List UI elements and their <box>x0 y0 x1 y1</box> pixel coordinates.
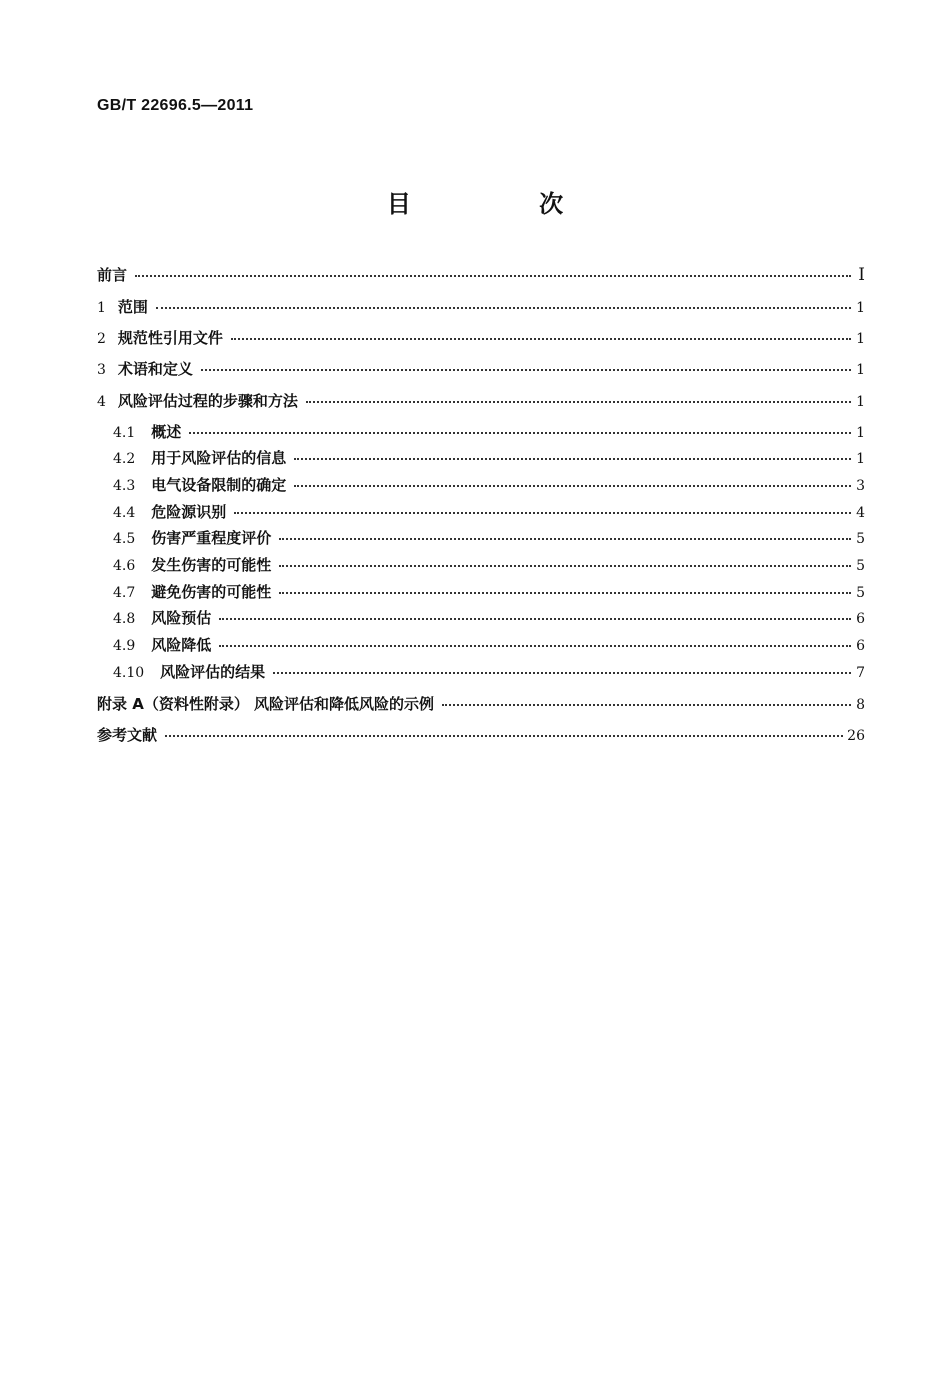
toc-entry-number: 2 <box>97 331 106 347</box>
toc-entry-number: 1 <box>97 300 106 316</box>
toc-entry-label: 风险降低 <box>151 636 212 654</box>
toc-dot-leader <box>156 297 851 312</box>
toc-entry-page: 7 <box>856 665 865 681</box>
toc-entry-label: 附录 A（资料性附录） 风险评估和降低风险的示例 <box>97 695 435 713</box>
toc-entry-number: 4.3 <box>113 478 136 494</box>
toc-entry-label: 电气设备限制的确定 <box>151 476 287 494</box>
toc-entry[interactable] <box>97 264 865 285</box>
toc-entry[interactable] <box>97 474 865 495</box>
toc-entry-number: 4.10 <box>113 665 145 681</box>
toc-entry[interactable] <box>97 661 865 682</box>
toc-dot-leader <box>234 502 851 517</box>
toc-entry-label: 规范性引用文件 <box>117 329 223 347</box>
toc-entry-page: 4 <box>856 505 865 521</box>
toc-entry-label: 危险源识别 <box>151 503 227 521</box>
toc-entry-number: 4.9 <box>113 638 136 654</box>
toc-entry-number: 4.6 <box>113 558 136 574</box>
toc-dot-leader <box>279 528 851 543</box>
toc-entry-number: 4.7 <box>113 585 136 601</box>
toc-dot-leader <box>135 265 851 280</box>
toc-dot-leader <box>189 422 851 437</box>
toc-entry-label: 风险评估的结果 <box>160 663 266 681</box>
toc-entry[interactable] <box>97 693 865 714</box>
toc-entry-page: 1 <box>856 394 865 410</box>
document-id: GB/T 22696.5—2011 <box>97 97 254 114</box>
toc-dot-leader <box>219 635 851 650</box>
toc-entry-page: 3 <box>856 478 865 494</box>
toc-dot-leader <box>165 725 843 740</box>
toc-entry[interactable] <box>97 554 865 575</box>
toc-entry-page: 26 <box>847 728 865 744</box>
toc-entry-page: 1 <box>856 362 865 378</box>
toc-entry-page: 5 <box>856 585 865 601</box>
toc-entry-page: 5 <box>856 558 865 574</box>
toc-entry[interactable] <box>97 607 865 628</box>
toc-entry-number: 3 <box>97 362 106 378</box>
toc-entry-label: 参考文献 <box>97 726 158 744</box>
toc-entry-label: 避免伤害的可能性 <box>151 583 272 601</box>
toc-entry[interactable] <box>97 447 865 468</box>
toc-entry[interactable] <box>97 327 865 348</box>
toc-entry[interactable] <box>97 421 865 442</box>
toc-dot-leader <box>294 448 851 463</box>
toc-entry-page: Ⅰ <box>858 265 865 285</box>
toc-entry-label: 风险预估 <box>151 609 212 627</box>
toc-entry-label: 伤害严重程度评价 <box>151 529 272 547</box>
toc-entry-page: 1 <box>856 331 865 347</box>
toc-entry-page: 1 <box>856 425 865 441</box>
toc-entry-page: 1 <box>856 300 865 316</box>
toc-entry[interactable] <box>97 501 865 522</box>
toc-dot-leader <box>279 555 851 570</box>
toc-entry-label: 概述 <box>151 423 182 441</box>
toc-entry[interactable] <box>97 390 865 411</box>
toc-entry[interactable] <box>97 724 865 745</box>
toc-entry-page: 6 <box>856 638 865 654</box>
toc-entry-label: 范围 <box>117 298 148 316</box>
toc-entry-number: 4.5 <box>113 531 136 547</box>
toc-entry[interactable] <box>97 358 865 379</box>
toc-entry[interactable] <box>97 296 865 317</box>
toc-dot-leader <box>279 582 851 597</box>
toc-entry-number: 4.4 <box>113 505 136 521</box>
toc-entry-number: 4 <box>97 394 106 410</box>
toc-entry-label: 前言 <box>97 266 128 284</box>
toc-title: 目 次 <box>386 190 624 218</box>
toc-dot-leader <box>294 475 851 490</box>
toc-entry-number: 4.2 <box>113 451 136 467</box>
toc-dot-leader <box>442 694 851 709</box>
toc-dot-leader <box>201 359 851 374</box>
toc-dot-leader <box>306 391 851 406</box>
toc-entry-number: 4.8 <box>113 611 136 627</box>
toc-entry[interactable] <box>97 527 865 548</box>
toc-entry-label: 术语和定义 <box>117 360 193 378</box>
toc-entry-page: 1 <box>856 451 865 467</box>
toc-entry-label: 风险评估过程的步骤和方法 <box>117 392 298 410</box>
toc-dot-leader <box>273 662 851 677</box>
toc-entry-number: 4.1 <box>113 425 136 441</box>
toc-entry[interactable] <box>97 634 865 655</box>
toc-entry-page: 8 <box>856 697 865 713</box>
toc-entry-page: 5 <box>856 531 865 547</box>
toc-entry-page: 6 <box>856 611 865 627</box>
toc-entry[interactable] <box>97 581 865 602</box>
toc-entry-label: 用于风险评估的信息 <box>151 449 287 467</box>
toc-dot-leader <box>231 328 851 343</box>
toc-entry-label: 发生伤害的可能性 <box>151 556 272 574</box>
toc-dot-leader <box>219 608 851 623</box>
